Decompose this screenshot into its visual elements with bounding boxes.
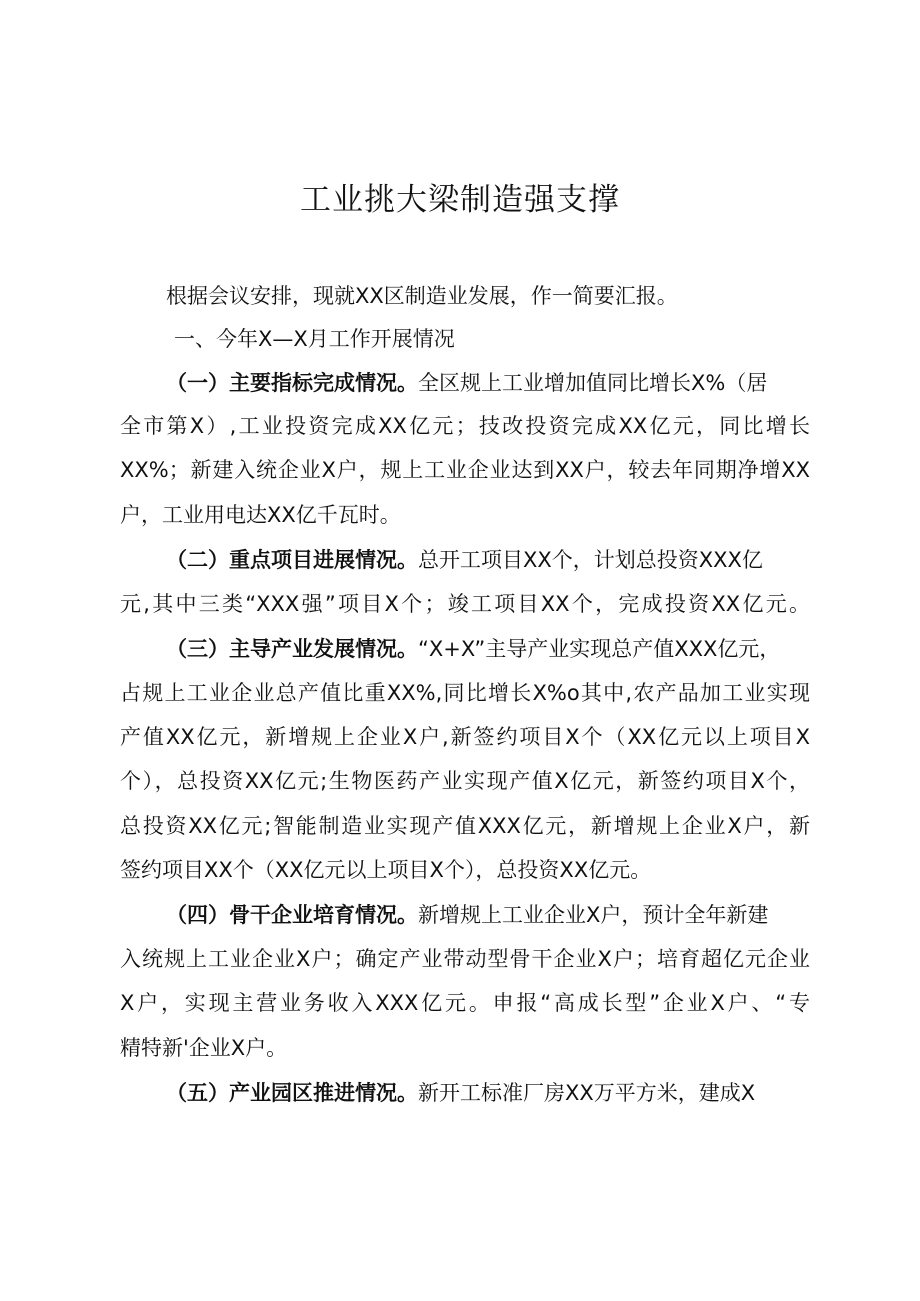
paragraph-2-text: 总开工项目XX个，计划总投资XXX亿 bbox=[418, 548, 763, 572]
paragraph-3-heading: （三）主导产业发展情况。 bbox=[166, 637, 418, 661]
paragraph-5-text: 新开工标准厂房XX万平方米，建成X bbox=[418, 1081, 756, 1105]
paragraph-2-heading: （二）重点项目进展情况。 bbox=[166, 548, 418, 572]
paragraph-5-heading: （五）产业园区推进情况。 bbox=[166, 1081, 418, 1105]
paragraph-1-line-4: 户，工业用电达XX亿千瓦时。 bbox=[120, 503, 401, 527]
paragraph-3-text: “X+X”主导产业实现总产值XXX亿元， bbox=[418, 637, 781, 661]
paragraph-4-line-1 bbox=[166, 900, 810, 930]
paragraph-1-heading: （一）主要指标完成情况。 bbox=[166, 371, 418, 395]
paragraph-4-line-2: 入统规上工业企业X户；确定产业带动型骨干企业X户；培育超亿元企业 bbox=[120, 947, 810, 971]
intro-paragraph: 根据会议安排，现就XX区制造业发展，作一简要汇报。 bbox=[166, 284, 678, 308]
paragraph-1-text: 全区规上工业增加值同比增长X%（居 bbox=[418, 371, 768, 395]
paragraph-4-heading: （四）骨干企业培育情况。 bbox=[166, 903, 418, 927]
section-heading-one: 一、今年X—X月工作开展情况 bbox=[174, 327, 455, 351]
paragraph-3-line-6: 签约项目XX个（XX亿元以上项目X个），总投资XX亿元。 bbox=[120, 858, 652, 882]
paragraph-3-line-2: 占规上工业企业总产值比重XX%,同比增长X%o其中,农产品加工业实现 bbox=[120, 681, 810, 705]
paragraph-1-line-1 bbox=[166, 368, 810, 398]
document-title: 工业挑大梁制造强支撑 bbox=[300, 182, 620, 218]
paragraph-3-line-1 bbox=[166, 634, 810, 664]
paragraph-4-line-3: X户，实现主营业务收入XXX亿元。申报“高成长型”企业X户、“专 bbox=[120, 991, 810, 1015]
paragraph-2-line-2: 元,其中三类“XXX强”项目X个；竣工项目XX个，完成投资XX亿元。 bbox=[120, 592, 810, 616]
paragraph-3-line-4: 个），总投资XX亿元;生物医药产业实现产值X亿元，新签约项目X个， bbox=[120, 769, 810, 793]
paragraph-3-line-3: 产值XX亿元，新增规上企业X户,新签约项目X个（XX亿元以上项目X bbox=[120, 725, 810, 749]
paragraph-1-line-2: 全市第X）,工业投资完成XX亿元；技改投资完成XX亿元，同比增长 bbox=[120, 414, 810, 438]
paragraph-3-line-5: 总投资XX亿元;智能制造业实现产值XXX亿元，新增规上企业X户，新 bbox=[120, 814, 810, 838]
paragraph-2-line-1 bbox=[166, 545, 810, 575]
paragraph-4-text: 新增规上工业企业X户，预计全年新建 bbox=[418, 903, 769, 927]
paragraph-5-line-1 bbox=[166, 1078, 810, 1108]
paragraph-4-line-4: 精特新'企业X户。 bbox=[120, 1036, 288, 1060]
paragraph-1-line-3: XX%；新建入统企业X户，规上工业企业达到XX户，较去年同期净增XX bbox=[120, 458, 810, 482]
